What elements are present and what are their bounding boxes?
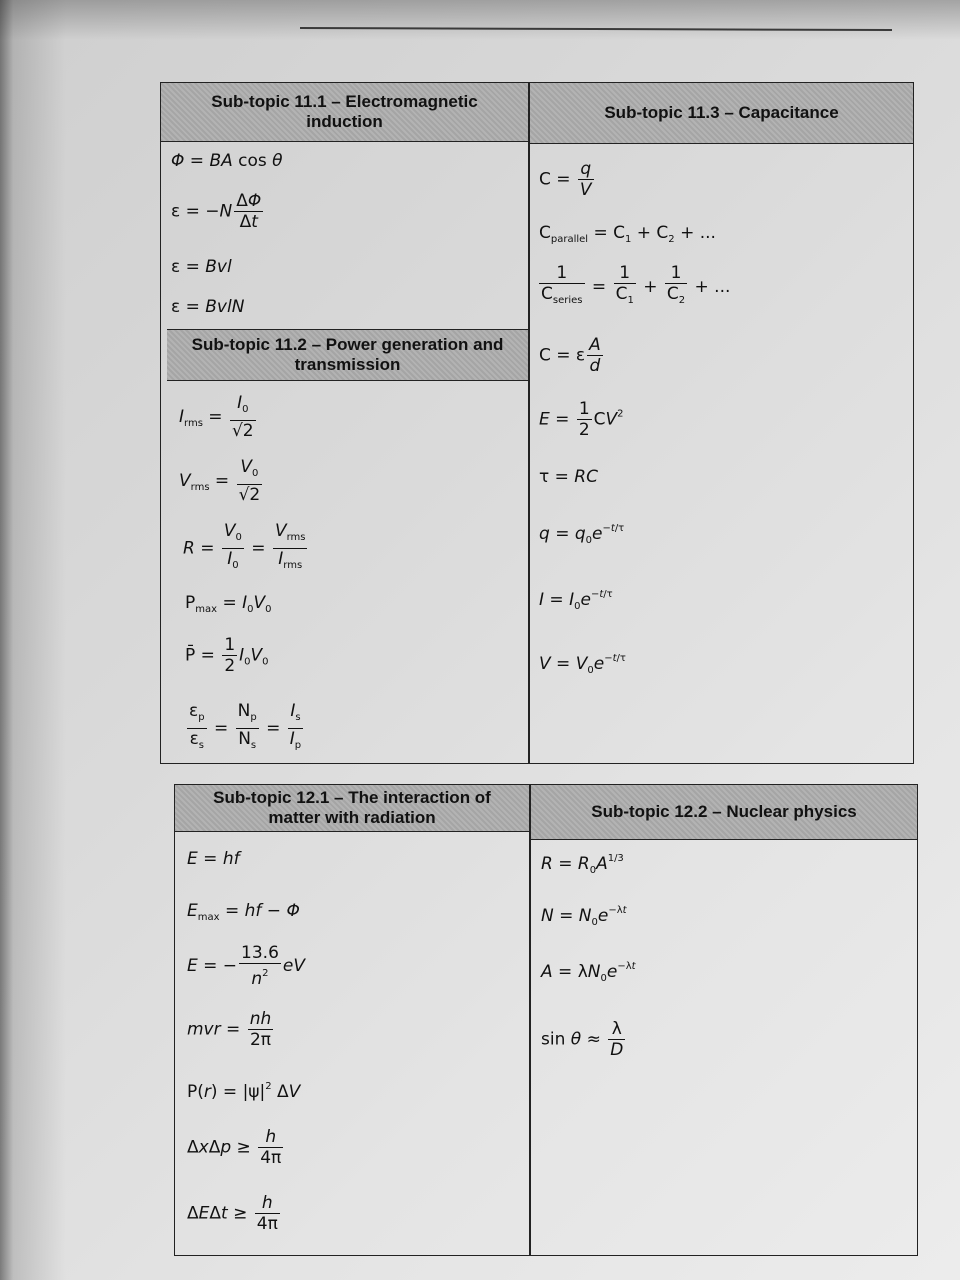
formula-photoelectric: $E_{max}$ = hf − Φ (187, 901, 300, 923)
header-title-12-1: Sub-topic 12.1 – The interaction of matter with radiation (213, 788, 491, 827)
formula-cap-series: $\frac{1}{C_{series}}$ = $\frac{1}{C_1}$ + $\frac{1}{C_2}$ + ... (541, 263, 731, 306)
formula-hydrogen-levels: E = − $\frac{13.6}{n^2}$ eV (187, 943, 305, 989)
column-divider-2 (529, 785, 531, 1255)
header-subtopic-12-1 (175, 785, 529, 832)
formula-voltage-decay: $V = V_0e^{-t/\tau}$ (539, 653, 626, 676)
formula-cap-plate: C = ε $\frac{A}{d}$ (539, 335, 601, 376)
page-shadow-left (0, 0, 110, 1280)
header-title-12-2: Sub-topic 12.2 – Nuclear physics (591, 802, 857, 821)
formula-transformer: $\frac{\varepsilon_p}{\varepsilon_s}$ = $\frac{N_p}{N_s}$ = $\frac{I_s}{I_p}$ (189, 701, 302, 751)
formula-emf-bvl: ε = Bvl (171, 257, 232, 277)
formula-resistance: R = $\frac{V_0}{I_0}$ = $\frac{V_{rms}}{I_{rms}}$ (183, 521, 306, 571)
formula-cap-energy: E = $\frac{1}{2}$ $CV^2$ (539, 399, 624, 440)
header-title-11-3: Sub-topic 11.3 – Capacitance (604, 103, 839, 122)
formula-table-topic-12 (174, 784, 918, 1256)
formula-table-topic-11 (160, 82, 914, 764)
formula-bohr: mvr = $\frac{nh}{2\pi}$ (187, 1009, 272, 1050)
formula-emf-bvln: ε = BvlN (171, 297, 245, 317)
formula-nuclear-radius: $R = R_0A^{1/3}$ (541, 853, 624, 876)
formula-vrms: $V_{rms}$ = $\frac{V_0}{√2}$ (179, 457, 261, 505)
formula-irms: $I_{rms}$ = $\frac{I_0}{√2}$ (179, 393, 254, 441)
formula-charge-decay: $q = q_0e^{-t/\tau}$ (539, 523, 625, 546)
formula-uncertainty-position: ΔxΔp ≥ $\frac{h}{4\pi}$ (187, 1127, 282, 1168)
page-shadow-top (0, 0, 960, 40)
formula-decay-law: $N = N_0e^{-\lambda t}$ (541, 905, 627, 928)
formula-power-average: P̄ = $\frac{1}{2}$ $I_0V_0$ (185, 635, 269, 676)
formula-time-constant: τ = RC (539, 467, 598, 487)
formula-current-decay: $I = I_0e^{-t/\tau}$ (539, 589, 613, 612)
formula-photon-energy: E = hf (187, 849, 240, 869)
formula-diffraction: sin θ ≈ $\frac{\lambda}{D}$ (541, 1019, 624, 1060)
formula-cap-parallel: $C_{parallel} = C_1 + C_2$ + ... (539, 223, 716, 245)
formula-faraday: ε = −N $\frac{\Delta\Phi}{\Delta t}$ (171, 191, 262, 232)
header-subtopic-11-3 (530, 83, 913, 144)
header-subtopic-11-1 (161, 83, 528, 142)
header-title-11-1: Sub-topic 11.1 – Electromagnetic induction (211, 92, 478, 131)
header-subtopic-12-2 (531, 785, 917, 840)
column-divider (528, 83, 530, 763)
formula-probability: $P(r) = |\psi|^2$ ΔV (187, 1081, 301, 1102)
formula-pmax: $P_{max} = I_0V_0$ (185, 593, 272, 615)
formula-uncertainty-energy: ΔEΔt ≥ $\frac{h}{4\pi}$ (187, 1193, 278, 1234)
formula-activity: $A = \lambda N_0e^{-\lambda t}$ (541, 961, 636, 984)
formula-capacitance: C = $\frac{q}{V}$ (539, 159, 592, 200)
header-subtopic-11-2 (167, 329, 528, 381)
formula-flux: Φ = BA cos θ (171, 151, 283, 171)
header-title-11-2: Sub-topic 11.2 – Power generation and transmission (191, 335, 504, 374)
